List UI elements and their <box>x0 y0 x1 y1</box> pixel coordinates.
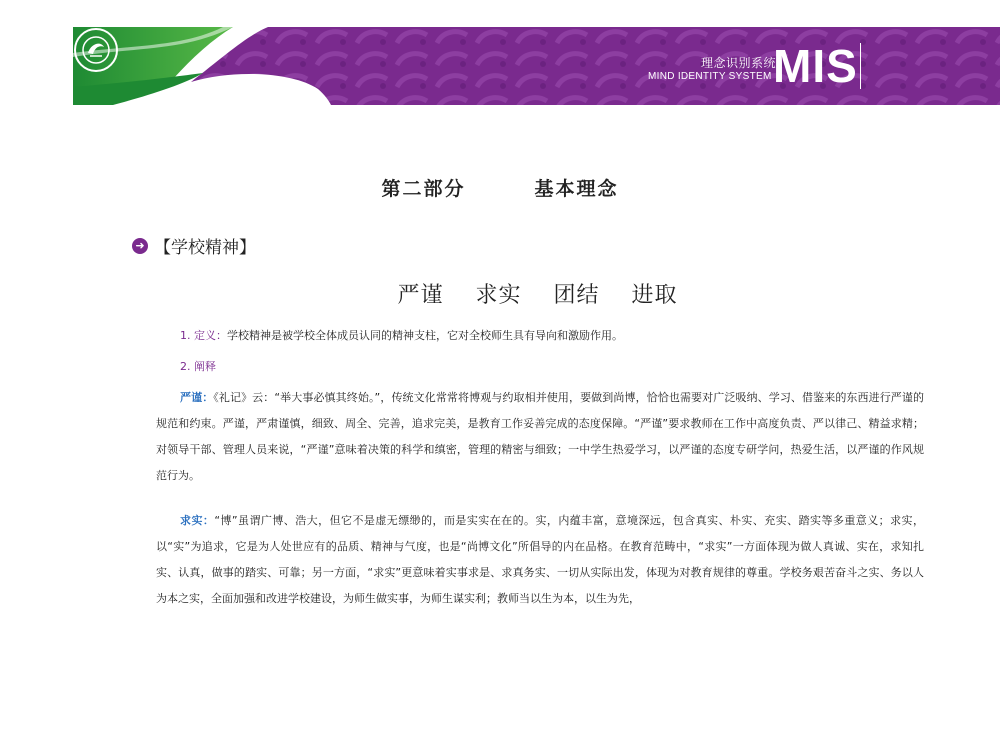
section-heading-label: 【学校精神】 <box>154 238 256 258</box>
yanjin-text: 《礼记》云：“举大事必慎其终始。”，传统文化常常将博观与约取相并使用，要做到尚博，恰恰也需要对广泛吸纳、学习、借鉴来的东西进行严谨的规范和约束。严谨，严肃谨慎，细致、周全、完善，追求完美，是教育工作妥善完成的态度保障。“严谨”要求教师在工作中高度负责、严以律己、精益求精；对领导干部、管理人员来说，“严谨”意味着决策的科学和缜密，管理的精密与细致；一中学生热爱学习，以严谨的态度专研学问，热爱生活，以严谨的作风规范行为。 <box>156 391 924 482</box>
system-name-en: MIND IDENTITY SYSTEM <box>648 71 772 82</box>
system-name-cn: 理念识别系统 <box>701 56 777 70</box>
section-heading <box>132 233 256 258</box>
yanjin-keyword: 严谨： <box>180 391 214 404</box>
definition-item <box>180 323 623 349</box>
yanjin-paragraph <box>156 385 924 489</box>
mis-logo: MIS <box>773 40 858 92</box>
arrow-right-icon: ➜ <box>132 238 148 254</box>
logo-divider <box>860 43 861 89</box>
definition-text: 学校精神是被学校全体成员认同的精神支柱，它对全校师生具有导向和激励作用。 <box>227 329 623 342</box>
definition-label: 1. 定义： <box>180 329 227 342</box>
part-title: 第二部分 基本理念 <box>381 178 619 200</box>
qiushi-text: “博”虽谓广博、浩大，但它不是虚无缥缈的，而是实实在在的。实，内蕴丰富，意境深远，包含真实、朴实、充实、踏实等多重意义；求实，以“实”为追求，它是为人处世应有的品质、精神与气度，也是“尚博文化”所倡导的内在品格。在教育范畴中，“求实”一方面体现为做人真诚、实在，求知扎实、认真，做事的踏实、可靠；另一方面，“求实”更意味着实事求是、求真务实、一切从实际出发，体现为对教育规律的尊重。学校务艰苦奋斗之实、务以人为本之实，全面加强和改进学校建设，为师生做实事，为师生谋实利；教师当以生为本，以生为先， <box>156 514 924 605</box>
explanation-label: 2. 阐释 <box>180 360 216 373</box>
qiushi-keyword: 求实： <box>180 514 215 527</box>
school-motto: 严谨 求实 团结 进取 <box>397 283 678 308</box>
qiushi-paragraph <box>156 508 924 612</box>
header-banner <box>73 27 1000 105</box>
explanation-item <box>180 354 216 380</box>
school-seal-icon <box>73 27 119 73</box>
